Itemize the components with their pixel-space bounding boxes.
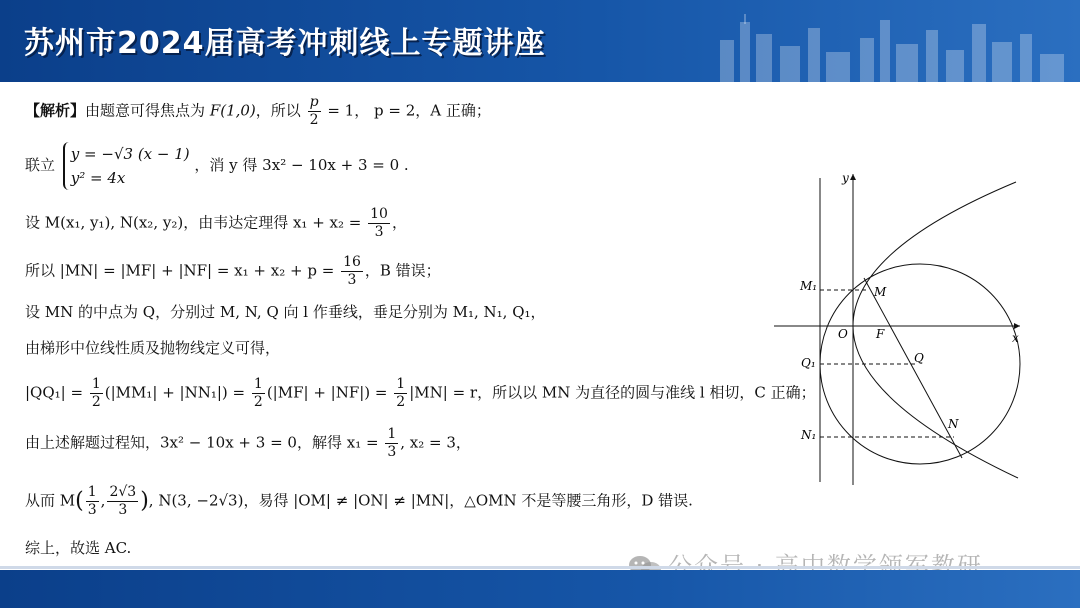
equation-1: y = −√3 (x − 1) [70,145,190,163]
point-Q1-label: Q₁ [801,356,816,370]
solution-line-10: 综上，故选 AC. [25,539,132,557]
text: ，消 y 得 3x² − 10x + 3 = 0 . [194,156,409,174]
text: |QQ₁| = [25,383,84,402]
numerator: p [309,94,319,110]
point-N-label: N [948,417,959,431]
denominator: 3 [387,444,397,460]
footer-divider [0,566,1080,569]
denominator: 2 [91,394,101,410]
denominator: 2 [396,394,406,410]
fraction [341,254,363,289]
point-Q-label: Q [914,351,924,365]
denominator: 3 [374,224,384,240]
point-N1-label: N₁ [801,428,817,442]
text: 从而 M [25,491,76,510]
header-banner [0,0,1080,82]
text: = 1， [327,101,370,120]
fraction [308,94,321,129]
text: (|MM₁| + |NN₁|) = [104,383,246,402]
focus-label: F [876,327,885,341]
fraction [107,484,138,519]
parabola-circle-diagram [768,160,1038,495]
text: 联立 [25,156,56,174]
text: , [100,491,106,510]
analysis-label: 【解析】 [25,101,86,120]
text: ，B 错误； [364,261,441,280]
point-M-label: M [874,285,887,299]
numerator: 1 [91,376,101,392]
solution-line-4 [25,254,441,289]
numerator: 1 [387,426,397,442]
denominator: 3 [118,502,128,518]
text: , N(3, −2√3)，易得 |OM| ≠ |ON| ≠ |MN|，△OMN 不是等腰三角形，D 错误. [148,491,693,510]
text: p = 2，A 正确； [374,101,491,120]
text: 所以 |MN| = |MF| + |NF| = x₁ + x₂ + p = [25,261,335,280]
numerator: 1 [253,376,263,392]
fraction [252,376,265,411]
fraction [90,376,103,411]
numerator: 2√3 [109,484,137,500]
numerator: 16 [343,254,361,270]
fraction [394,376,407,411]
fraction [385,426,398,461]
text: (|MF| + |NF|) = [266,383,388,402]
solution-line-8 [25,426,471,461]
city-skyline-icon [700,0,1080,82]
denominator: 2 [253,394,263,410]
solution-line-5: 设 MN 的中点为 Q，分别过 M, N, Q 向 l 作垂线，垂足分别为 M₁, N₁, Q₁， [25,303,546,321]
text: , x₂ = 3， [400,433,471,452]
origin-label: O [838,327,848,341]
denominator: 2 [309,112,319,128]
numerator: 1 [396,376,406,392]
numerator: 1 [87,484,97,500]
equation-2: y² = 4x [70,169,126,187]
fraction [86,484,99,519]
right-paren: ) [140,488,149,514]
left-paren: ( [75,488,84,514]
text: 由题意可得焦点为 [85,101,206,120]
point-M1-label: M₁ [800,279,818,293]
solution-line-2 [25,142,409,190]
denominator: 3 [347,272,357,288]
text: ，所以 [255,101,301,120]
text: |MN| = r，所以以 MN 为直径的圆与准线 l 相切，C 正确； [409,383,816,402]
solution-line-6: 由梯形中位线性质及抛物线定义可得， [25,339,281,357]
equation-system [63,142,190,190]
x-axis-label: x [1012,331,1019,345]
text: 设 M(x₁, y₁), N(x₂, y₂)，由韦达定理得 x₁ + x₂ = [25,213,362,232]
solution-line-3 [25,206,407,241]
y-axis-label: y [842,171,849,185]
text: ， [391,213,407,232]
numerator: 10 [370,206,388,222]
page-title: 苏州市2024届高考冲刺线上专题讲座 [24,26,546,61]
chord-MN [864,278,962,458]
denominator: 3 [87,502,97,518]
focus-expr: F(1,0) [209,101,256,120]
solution-line-7 [25,376,816,411]
solution-line-9 [25,484,693,519]
footer-banner [0,570,1080,608]
solution-line-1 [25,94,491,129]
text: 由上述解题过程知，3x² − 10x + 3 = 0，解得 x₁ = [25,433,379,452]
fraction [368,206,390,241]
